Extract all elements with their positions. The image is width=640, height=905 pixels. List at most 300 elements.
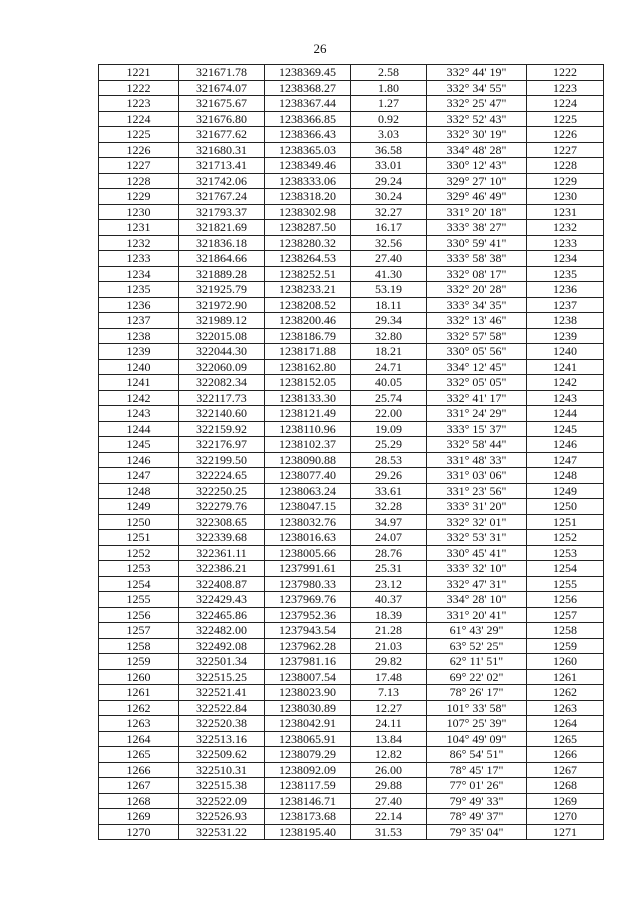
table-row — [99, 251, 604, 267]
x-coordinate-cell: 322044.30 — [179, 344, 265, 360]
bearing-cell: 332° 13' 46" — [427, 313, 527, 329]
distance-cell: 32.28 — [351, 499, 427, 515]
table-row — [99, 824, 604, 840]
table-row — [99, 592, 604, 608]
next-point-cell: 1243 — [527, 390, 604, 406]
table-row — [99, 220, 604, 236]
next-point-cell: 1265 — [527, 731, 604, 747]
bearing-cell: 331° 23' 56" — [427, 483, 527, 499]
x-coordinate-cell: 322140.60 — [179, 406, 265, 422]
x-coordinate-cell: 322279.76 — [179, 499, 265, 515]
table-row — [99, 545, 604, 561]
y-coordinate-cell: 1237969.76 — [265, 592, 351, 608]
point-id-cell: 1233 — [99, 251, 179, 267]
x-coordinate-cell: 322522.84 — [179, 700, 265, 716]
distance-cell: 28.53 — [351, 452, 427, 468]
bearing-cell: 331° 24' 29" — [427, 406, 527, 422]
y-coordinate-cell: 1238077.40 — [265, 468, 351, 484]
y-coordinate-cell: 1238102.37 — [265, 437, 351, 453]
x-coordinate-cell: 321925.79 — [179, 282, 265, 298]
bearing-cell: 334° 12' 45" — [427, 359, 527, 375]
y-coordinate-cell: 1237980.33 — [265, 576, 351, 592]
y-coordinate-cell: 1238007.54 — [265, 669, 351, 685]
next-point-cell: 1231 — [527, 204, 604, 220]
x-coordinate-cell: 321680.31 — [179, 142, 265, 158]
y-coordinate-cell: 1238146.71 — [265, 793, 351, 809]
x-coordinate-cell: 322520.38 — [179, 716, 265, 732]
bearing-cell: 61° 43' 29" — [427, 623, 527, 639]
point-id-cell: 1254 — [99, 576, 179, 592]
bearing-cell: 329° 27' 10" — [427, 173, 527, 189]
table-row — [99, 669, 604, 685]
bearing-cell: 332° 53' 31" — [427, 530, 527, 546]
distance-cell: 33.61 — [351, 483, 427, 499]
x-coordinate-cell: 322159.92 — [179, 421, 265, 437]
next-point-cell: 1223 — [527, 80, 604, 96]
x-coordinate-cell: 321674.07 — [179, 80, 265, 96]
y-coordinate-cell: 1237952.36 — [265, 607, 351, 623]
bearing-cell: 330° 12' 43" — [427, 158, 527, 174]
distance-cell: 40.05 — [351, 375, 427, 391]
distance-cell: 22.14 — [351, 809, 427, 825]
y-coordinate-cell: 1238121.49 — [265, 406, 351, 422]
table-row — [99, 282, 604, 298]
distance-cell: 34.97 — [351, 514, 427, 530]
distance-cell: 2.58 — [351, 65, 427, 81]
point-id-cell: 1250 — [99, 514, 179, 530]
distance-cell: 24.11 — [351, 716, 427, 732]
table-row — [99, 452, 604, 468]
x-coordinate-cell: 322117.73 — [179, 390, 265, 406]
table-row — [99, 685, 604, 701]
x-coordinate-cell: 322250.25 — [179, 483, 265, 499]
y-coordinate-cell: 1238280.32 — [265, 235, 351, 251]
distance-cell: 18.39 — [351, 607, 427, 623]
distance-cell: 25.29 — [351, 437, 427, 453]
bearing-cell: 332° 52' 43" — [427, 111, 527, 127]
bearing-cell: 332° 57' 58" — [427, 328, 527, 344]
table-row — [99, 158, 604, 174]
distance-cell: 29.88 — [351, 778, 427, 794]
x-coordinate-cell: 322386.21 — [179, 561, 265, 577]
bearing-cell: 332° 05' 05" — [427, 375, 527, 391]
table-row — [99, 189, 604, 205]
table-row — [99, 204, 604, 220]
x-coordinate-cell: 321889.28 — [179, 266, 265, 282]
table-row — [99, 576, 604, 592]
distance-cell: 21.28 — [351, 623, 427, 639]
table-row — [99, 266, 604, 282]
y-coordinate-cell: 1238133.30 — [265, 390, 351, 406]
next-point-cell: 1238 — [527, 313, 604, 329]
y-coordinate-cell: 1238032.76 — [265, 514, 351, 530]
distance-cell: 29.82 — [351, 654, 427, 670]
y-coordinate-cell: 1238065.91 — [265, 731, 351, 747]
bearing-cell: 332° 08' 17" — [427, 266, 527, 282]
point-id-cell: 1256 — [99, 607, 179, 623]
distance-cell: 0.92 — [351, 111, 427, 127]
next-point-cell: 1253 — [527, 545, 604, 561]
distance-cell: 27.40 — [351, 793, 427, 809]
y-coordinate-cell: 1238171.88 — [265, 344, 351, 360]
next-point-cell: 1242 — [527, 375, 604, 391]
bearing-cell: 333° 34' 35" — [427, 297, 527, 313]
distance-cell: 21.03 — [351, 638, 427, 654]
y-coordinate-cell: 1238195.40 — [265, 824, 351, 840]
distance-cell: 32.80 — [351, 328, 427, 344]
bearing-cell: 333° 58' 38" — [427, 251, 527, 267]
table-row — [99, 437, 604, 453]
next-point-cell: 1226 — [527, 127, 604, 143]
coordinates-table-body — [99, 65, 604, 840]
distance-cell: 33.01 — [351, 158, 427, 174]
y-coordinate-cell: 1238110.96 — [265, 421, 351, 437]
point-id-cell: 1258 — [99, 638, 179, 654]
x-coordinate-cell: 321836.18 — [179, 235, 265, 251]
distance-cell: 1.80 — [351, 80, 427, 96]
bearing-cell: 78° 45' 17" — [427, 762, 527, 778]
distance-cell: 40.37 — [351, 592, 427, 608]
next-point-cell: 1252 — [527, 530, 604, 546]
next-point-cell: 1255 — [527, 576, 604, 592]
point-id-cell: 1264 — [99, 731, 179, 747]
next-point-cell: 1244 — [527, 406, 604, 422]
y-coordinate-cell: 1238233.21 — [265, 282, 351, 298]
y-coordinate-cell: 1238047.15 — [265, 499, 351, 515]
bearing-cell: 329° 46' 49" — [427, 189, 527, 205]
y-coordinate-cell: 1238023.90 — [265, 685, 351, 701]
next-point-cell: 1228 — [527, 158, 604, 174]
x-coordinate-cell: 322408.87 — [179, 576, 265, 592]
bearing-cell: 79° 49' 33" — [427, 793, 527, 809]
point-id-cell: 1257 — [99, 623, 179, 639]
bearing-cell: 330° 59' 41" — [427, 235, 527, 251]
bearing-cell: 333° 38' 27" — [427, 220, 527, 236]
next-point-cell: 1250 — [527, 499, 604, 515]
point-id-cell: 1228 — [99, 173, 179, 189]
distance-cell: 13.84 — [351, 731, 427, 747]
distance-cell: 19.09 — [351, 421, 427, 437]
next-point-cell: 1239 — [527, 328, 604, 344]
bearing-cell: 86° 54' 51" — [427, 747, 527, 763]
next-point-cell: 1246 — [527, 437, 604, 453]
distance-cell: 36.58 — [351, 142, 427, 158]
bearing-cell: 63° 52' 25" — [427, 638, 527, 654]
distance-cell: 30.24 — [351, 189, 427, 205]
point-id-cell: 1244 — [99, 421, 179, 437]
distance-cell: 18.21 — [351, 344, 427, 360]
next-point-cell: 1236 — [527, 282, 604, 298]
table-row — [99, 514, 604, 530]
distance-cell: 17.48 — [351, 669, 427, 685]
page-number: 26 — [313, 41, 327, 56]
table-row — [99, 607, 604, 623]
x-coordinate-cell: 322082.34 — [179, 375, 265, 391]
y-coordinate-cell: 1237991.61 — [265, 561, 351, 577]
bearing-cell: 330° 05' 56" — [427, 344, 527, 360]
bearing-cell: 333° 31' 20" — [427, 499, 527, 515]
next-point-cell: 1227 — [527, 142, 604, 158]
point-id-cell: 1246 — [99, 452, 179, 468]
table-row — [99, 716, 604, 732]
y-coordinate-cell: 1238005.66 — [265, 545, 351, 561]
bearing-cell: 79° 35' 04" — [427, 824, 527, 840]
bearing-cell: 332° 41' 17" — [427, 390, 527, 406]
next-point-cell: 1245 — [527, 421, 604, 437]
point-id-cell: 1260 — [99, 669, 179, 685]
next-point-cell: 1234 — [527, 251, 604, 267]
point-id-cell: 1252 — [99, 545, 179, 561]
next-point-cell: 1237 — [527, 297, 604, 313]
y-coordinate-cell: 1238152.05 — [265, 375, 351, 391]
table-row — [99, 483, 604, 499]
x-coordinate-cell: 322015.08 — [179, 328, 265, 344]
y-coordinate-cell: 1237943.54 — [265, 623, 351, 639]
y-coordinate-cell: 1238369.45 — [265, 65, 351, 81]
bearing-cell: 62° 11' 51" — [427, 654, 527, 670]
x-coordinate-cell: 322176.97 — [179, 437, 265, 453]
bearing-cell: 78° 49' 37" — [427, 809, 527, 825]
next-point-cell: 1263 — [527, 700, 604, 716]
bearing-cell: 332° 25' 47" — [427, 96, 527, 112]
x-coordinate-cell: 321671.78 — [179, 65, 265, 81]
x-coordinate-cell: 322465.86 — [179, 607, 265, 623]
next-point-cell: 1248 — [527, 468, 604, 484]
next-point-cell: 1251 — [527, 514, 604, 530]
next-point-cell: 1224 — [527, 96, 604, 112]
x-coordinate-cell: 321713.41 — [179, 158, 265, 174]
distance-cell: 7.13 — [351, 685, 427, 701]
x-coordinate-cell: 321989.12 — [179, 313, 265, 329]
distance-cell: 41.30 — [351, 266, 427, 282]
y-coordinate-cell: 1238016.63 — [265, 530, 351, 546]
bearing-cell: 334° 28' 10" — [427, 592, 527, 608]
y-coordinate-cell: 1237981.16 — [265, 654, 351, 670]
next-point-cell: 1257 — [527, 607, 604, 623]
distance-cell: 26.00 — [351, 762, 427, 778]
bearing-cell: 333° 32' 10" — [427, 561, 527, 577]
x-coordinate-cell: 321675.67 — [179, 96, 265, 112]
distance-cell: 27.40 — [351, 251, 427, 267]
point-id-cell: 1253 — [99, 561, 179, 577]
next-point-cell: 1256 — [527, 592, 604, 608]
bearing-cell: 104° 49' 09" — [427, 731, 527, 747]
y-coordinate-cell: 1238117.59 — [265, 778, 351, 794]
next-point-cell: 1264 — [527, 716, 604, 732]
y-coordinate-cell: 1238366.85 — [265, 111, 351, 127]
point-id-cell: 1249 — [99, 499, 179, 515]
table-row — [99, 359, 604, 375]
next-point-cell: 1258 — [527, 623, 604, 639]
bearing-cell: 331° 48' 33" — [427, 452, 527, 468]
next-point-cell: 1247 — [527, 452, 604, 468]
x-coordinate-cell: 322513.16 — [179, 731, 265, 747]
next-point-cell: 1229 — [527, 173, 604, 189]
x-coordinate-cell: 322510.31 — [179, 762, 265, 778]
point-id-cell: 1245 — [99, 437, 179, 453]
distance-cell: 25.31 — [351, 561, 427, 577]
point-id-cell: 1235 — [99, 282, 179, 298]
table-row — [99, 344, 604, 360]
y-coordinate-cell: 1238173.68 — [265, 809, 351, 825]
bearing-cell: 334° 48' 28" — [427, 142, 527, 158]
bearing-cell: 333° 15' 37" — [427, 421, 527, 437]
next-point-cell: 1259 — [527, 638, 604, 654]
point-id-cell: 1263 — [99, 716, 179, 732]
next-point-cell: 1261 — [527, 669, 604, 685]
point-id-cell: 1269 — [99, 809, 179, 825]
x-coordinate-cell: 322521.41 — [179, 685, 265, 701]
next-point-cell: 1269 — [527, 793, 604, 809]
y-coordinate-cell: 1237962.28 — [265, 638, 351, 654]
bearing-cell: 331° 20' 41" — [427, 607, 527, 623]
bearing-cell: 332° 58' 44" — [427, 437, 527, 453]
point-id-cell: 1234 — [99, 266, 179, 282]
next-point-cell: 1241 — [527, 359, 604, 375]
point-id-cell: 1270 — [99, 824, 179, 840]
x-coordinate-cell: 321793.37 — [179, 204, 265, 220]
table-row — [99, 328, 604, 344]
point-id-cell: 1267 — [99, 778, 179, 794]
x-coordinate-cell: 322429.43 — [179, 592, 265, 608]
distance-cell: 53.19 — [351, 282, 427, 298]
bearing-cell: 331° 03' 06" — [427, 468, 527, 484]
x-coordinate-cell: 322224.65 — [179, 468, 265, 484]
bearing-cell: 331° 20' 18" — [427, 204, 527, 220]
x-coordinate-cell: 321821.69 — [179, 220, 265, 236]
y-coordinate-cell: 1238264.53 — [265, 251, 351, 267]
table-row — [99, 731, 604, 747]
x-coordinate-cell: 322531.22 — [179, 824, 265, 840]
bearing-cell: 332° 30' 19" — [427, 127, 527, 143]
point-id-cell: 1229 — [99, 189, 179, 205]
table-row — [99, 778, 604, 794]
table-row — [99, 421, 604, 437]
point-id-cell: 1262 — [99, 700, 179, 716]
y-coordinate-cell: 1238365.03 — [265, 142, 351, 158]
point-id-cell: 1222 — [99, 80, 179, 96]
point-id-cell: 1266 — [99, 762, 179, 778]
x-coordinate-cell: 322515.38 — [179, 778, 265, 794]
table-row — [99, 809, 604, 825]
table-row — [99, 313, 604, 329]
y-coordinate-cell: 1238162.80 — [265, 359, 351, 375]
x-coordinate-cell: 322482.00 — [179, 623, 265, 639]
point-id-cell: 1230 — [99, 204, 179, 220]
next-point-cell: 1240 — [527, 344, 604, 360]
table-row — [99, 173, 604, 189]
y-coordinate-cell: 1238349.46 — [265, 158, 351, 174]
point-id-cell: 1240 — [99, 359, 179, 375]
table-row — [99, 96, 604, 112]
y-coordinate-cell: 1238063.24 — [265, 483, 351, 499]
point-id-cell: 1224 — [99, 111, 179, 127]
point-id-cell: 1247 — [99, 468, 179, 484]
distance-cell: 16.17 — [351, 220, 427, 236]
next-point-cell: 1262 — [527, 685, 604, 701]
next-point-cell: 1235 — [527, 266, 604, 282]
x-coordinate-cell: 321864.66 — [179, 251, 265, 267]
bearing-cell: 332° 44' 19" — [427, 65, 527, 81]
distance-cell: 31.53 — [351, 824, 427, 840]
table-row — [99, 142, 604, 158]
distance-cell: 32.56 — [351, 235, 427, 251]
distance-cell: 29.34 — [351, 313, 427, 329]
point-id-cell: 1226 — [99, 142, 179, 158]
x-coordinate-cell: 322339.68 — [179, 530, 265, 546]
point-id-cell: 1223 — [99, 96, 179, 112]
coordinates-table — [98, 64, 604, 840]
distance-cell: 1.27 — [351, 96, 427, 112]
table-row — [99, 530, 604, 546]
distance-cell: 12.27 — [351, 700, 427, 716]
x-coordinate-cell: 322515.25 — [179, 669, 265, 685]
point-id-cell: 1261 — [99, 685, 179, 701]
y-coordinate-cell: 1238092.09 — [265, 762, 351, 778]
bearing-cell: 332° 34' 55" — [427, 80, 527, 96]
bearing-cell: 69° 22' 02" — [427, 669, 527, 685]
table-row — [99, 762, 604, 778]
point-id-cell: 1231 — [99, 220, 179, 236]
next-point-cell: 1271 — [527, 824, 604, 840]
bearing-cell: 101° 33' 58" — [427, 700, 527, 716]
table-row — [99, 375, 604, 391]
point-id-cell: 1237 — [99, 313, 179, 329]
next-point-cell: 1268 — [527, 778, 604, 794]
x-coordinate-cell: 322361.11 — [179, 545, 265, 561]
point-id-cell: 1265 — [99, 747, 179, 763]
x-coordinate-cell: 321677.62 — [179, 127, 265, 143]
distance-cell: 32.27 — [351, 204, 427, 220]
y-coordinate-cell: 1238090.88 — [265, 452, 351, 468]
x-coordinate-cell: 322526.93 — [179, 809, 265, 825]
table-row — [99, 700, 604, 716]
point-id-cell: 1248 — [99, 483, 179, 499]
next-point-cell: 1266 — [527, 747, 604, 763]
x-coordinate-cell: 322308.65 — [179, 514, 265, 530]
x-coordinate-cell: 322501.34 — [179, 654, 265, 670]
y-coordinate-cell: 1238042.91 — [265, 716, 351, 732]
point-id-cell: 1241 — [99, 375, 179, 391]
table-row — [99, 654, 604, 670]
next-point-cell: 1233 — [527, 235, 604, 251]
y-coordinate-cell: 1238302.98 — [265, 204, 351, 220]
point-id-cell: 1259 — [99, 654, 179, 670]
table-row — [99, 468, 604, 484]
distance-cell: 18.11 — [351, 297, 427, 313]
next-point-cell: 1225 — [527, 111, 604, 127]
y-coordinate-cell: 1238186.79 — [265, 328, 351, 344]
next-point-cell: 1232 — [527, 220, 604, 236]
table-row — [99, 80, 604, 96]
x-coordinate-cell: 322199.50 — [179, 452, 265, 468]
next-point-cell: 1254 — [527, 561, 604, 577]
point-id-cell: 1239 — [99, 344, 179, 360]
table-row — [99, 793, 604, 809]
point-id-cell: 1232 — [99, 235, 179, 251]
x-coordinate-cell: 322492.08 — [179, 638, 265, 654]
table-row — [99, 406, 604, 422]
distance-cell: 3.03 — [351, 127, 427, 143]
x-coordinate-cell: 321676.80 — [179, 111, 265, 127]
distance-cell: 24.71 — [351, 359, 427, 375]
y-coordinate-cell: 1238368.27 — [265, 80, 351, 96]
y-coordinate-cell: 1238252.51 — [265, 266, 351, 282]
table-row — [99, 235, 604, 251]
point-id-cell: 1221 — [99, 65, 179, 81]
table-row — [99, 297, 604, 313]
table-row — [99, 638, 604, 654]
